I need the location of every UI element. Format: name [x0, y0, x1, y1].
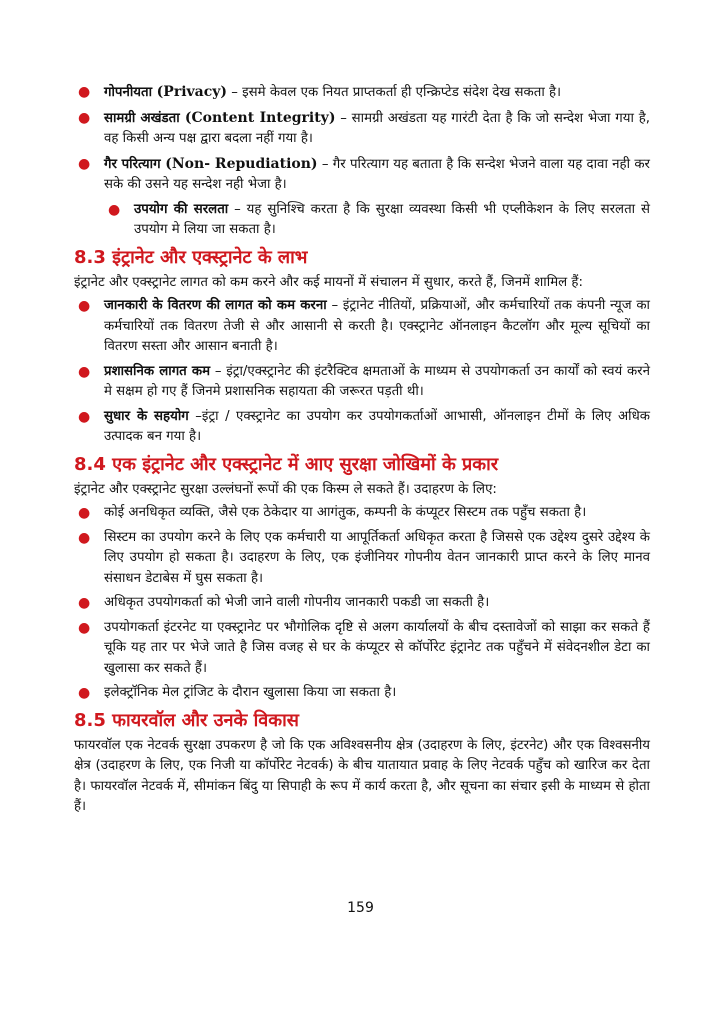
list-item	[74, 618, 650, 680]
bullet-icon: ●	[78, 155, 91, 172]
list-item	[74, 503, 650, 524]
section-heading: 8.3 इंट्रानेट और एक्स्ट्रानेट के लाभ	[74, 246, 308, 268]
item-text: – इंट्रा/एक्स्ट्रानेट की इंटरैक्टिव क्षमताओं के माध्यम से उपयोगकर्ता उन कार्यों को स्वयं करने मे सक्षम हो गए हैं जिनमे प्रशासनिक सहायता की जरूरत पड़ती थी।	[104, 363, 650, 399]
term-english: (Content Integrity)	[184, 109, 336, 126]
list-item	[74, 108, 650, 150]
section-heading: 8.4 एक इंट्रानेट और एक्स्ट्रानेट में आए सुरक्षा जोखिमों के प्रकार	[74, 453, 499, 475]
item-text: – गैर परित्याग यह बताता है कि सन्देश भेजने वाला यह दावा नही कर सके की उसने यह सन्देश नही भेजा है।	[104, 156, 650, 192]
bullet-icon: ●	[78, 595, 91, 611]
term-label: जानकारी के वितरण की लागत को कम करना	[104, 298, 327, 313]
item-text: अधिकृत उपयोगकर्ता को भेजी जाने वाली गोपनीय जानकारी पकडी जा सकती है।	[104, 595, 490, 610]
item-text: – इंट्रानेट नीतियों, प्रक्रियाओं, और कर्मचारियों तक कंपनी न्यूज का कर्मचारियों तक वितरण तेजी से और आसानी से करती है। एक्स्ट्रानेट ऑनलाइन कैटलॉग और मूल्य सूचियों का वितरण सस्ता और आसान बनाती है।	[104, 298, 650, 354]
item-text: – यह सुनिश्चि करता है कि सुरक्षा व्यवस्था किसी भी एप्लीकेशन के लिए सरलता से उपयोग मे लिया जा सकता है।	[134, 201, 650, 237]
bullet-icon: ●	[78, 529, 91, 546]
list-item	[74, 362, 650, 403]
item-text: कोई अनधिकृत व्यक्ति, जैसे एक ठेकेदार या आगंतुक, कम्पनी के कंप्यूटर सिस्टम तक पहुँच सकता है।	[104, 505, 587, 520]
bullet-icon: ●	[78, 619, 91, 636]
paragraph: इंट्रानेट और एक्स्ट्रानेट सुरक्षा उल्लंघनों रूपों की एक किस्म ले सकते हैं। उदाहरण के लिए:	[74, 481, 497, 497]
term-english: (Non- Repudiation)	[165, 155, 318, 172]
term-label: गैर परित्याग	[104, 156, 166, 172]
bullet-icon: ●	[78, 685, 91, 701]
list-item	[74, 154, 650, 196]
item-text: इलेक्ट्रॉनिक मेल ट्रांजिट के दौरान खुलासा किया जा सकता है।	[104, 685, 397, 700]
term-label: सुधार के सहयोग	[104, 408, 189, 424]
item-text: उपयोगकर्ता इंटरनेट या एक्स्ट्रानेट पर भौगोलिक दृष्टि से अलग कार्यालयों के बीच दस्तावेजों को साझा कर सकते हैं चूकि यह तार पर भेजे जाते है जिस वजह से घर के कंप्यूटर से कॉर्पोरेट इंट्रानेट तक पहुँचने में संवेदनशील डेटा का खुलासा कर सकते हैं।	[104, 619, 650, 676]
item-text: – सामग्री अखंडता यह गारंटी देता है कि जो सन्देश भेजा गया है, वह किसी अन्य पक्ष द्वारा बदला नहीं गया है।	[104, 110, 650, 146]
sub-list-item	[104, 200, 650, 241]
item-text: –इंट्रा / एक्स्ट्रानेट का उपयोग कर उपयोगकर्ताओं आभासी, ऑनलाइन टीमों के लिए अधिक उत्पादक बन गया है।	[104, 408, 650, 444]
section-heading: 8.5 फायरवॉल और उनके विकास	[74, 709, 299, 731]
paragraph: इंट्रानेट और एक्स्ट्रानेट लागत को कम करने और कई मायनों में संचालन में सुधार, करते हैं, जिनमें शामिल हैं:	[74, 274, 583, 290]
bullet-icon: ●	[78, 109, 91, 126]
paragraph: फायरवॉल एक नेटवर्क सुरक्षा उपकरण है जो कि एक अविश्वसनीय क्षेत्र (उदाहरण के लिए, इंटरनेट) और एक विश्वसनीय क्षेत्र (उदाहरण के लिए, एक निजी या कॉर्पोरेट नेटवर्क) के बीच यातायात प्रवाह के लिए नेटवर्क पहुँच को खारिज कर देता है। फायरवॉल नेटवर्क में, सीमांकन बिंदु या सिपाही के रूप में कार्य करता है, और सूचना का संचार इसी के माध्यम से होता हैं।	[74, 737, 650, 814]
page-number: 159	[347, 900, 374, 916]
bullet-icon: ●	[78, 505, 91, 521]
bullet-icon: ●	[78, 84, 91, 100]
bullet-icon: ●	[78, 363, 91, 380]
term-label: गोपनीयता	[104, 85, 157, 100]
term-label: सामग्री अखंडता	[104, 110, 185, 126]
bullet-icon: ●	[78, 298, 91, 314]
page-content	[74, 82, 650, 821]
term-label: उपयोग की सरलता	[134, 201, 229, 217]
bullet-icon: ●	[78, 408, 91, 425]
term-english: (Privacy)	[156, 84, 228, 100]
item-text: – इसमे केवल एक नियत प्राप्तकर्ता ही एन्क्रिप्टेड संदेश देख सकता है।	[227, 85, 562, 100]
list-item	[74, 82, 650, 104]
item-text: सिस्टम का उपयोग करने के लिए एक कर्मचारी या आपूर्तिकर्ता अधिकृत करता है जिससे एक उद्देश्य दुसरे उद्देश्य के लिए उपयोग हो सकता है। उदाहरण के लिए, एक इंजीनियर गोपनीय वेतन जानकारी प्राप्त करने के लिए मानव संसाधन डेटाबेस में घुस सकता है।	[104, 529, 650, 586]
list-item	[74, 593, 650, 614]
list-item	[74, 296, 650, 358]
bullet-icon: ●	[108, 201, 121, 218]
list-item	[74, 683, 650, 704]
list-item	[74, 528, 650, 590]
list-item	[74, 407, 650, 448]
term-label: प्रशासनिक लागत कम	[104, 363, 211, 379]
